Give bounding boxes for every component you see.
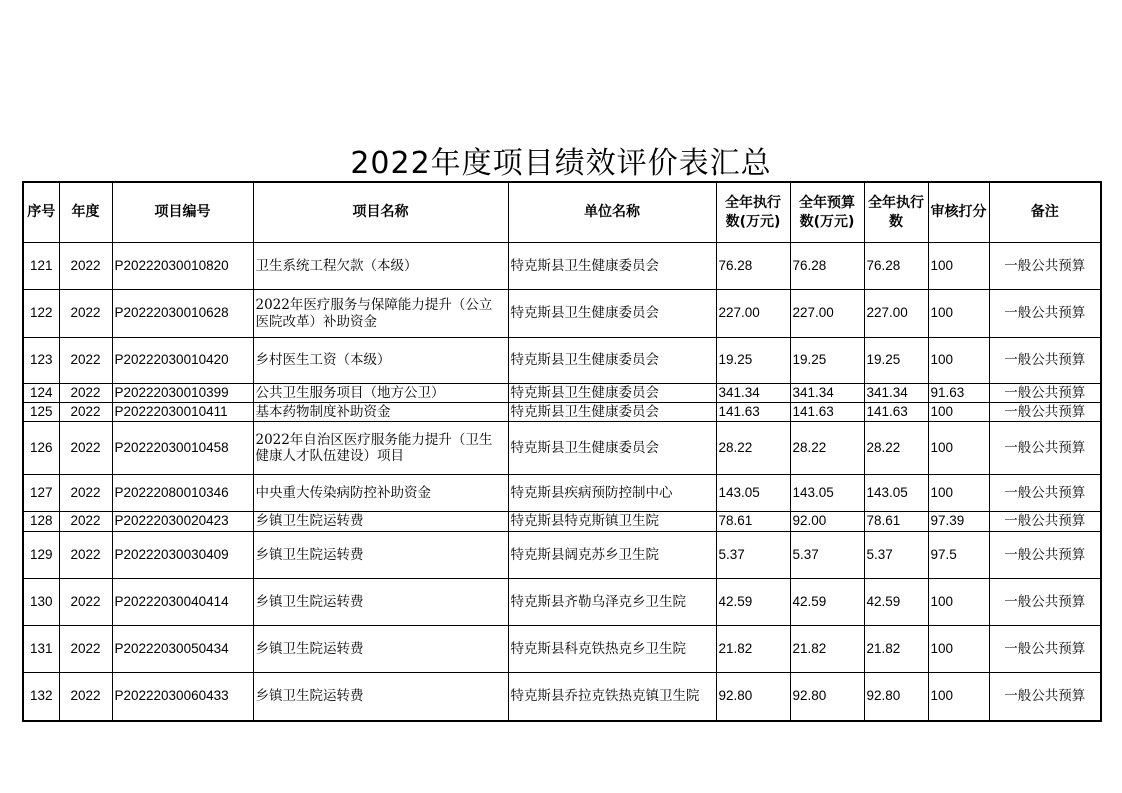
cell-unit-name: 特克斯县乔拉克铁热克镇卫生院 bbox=[508, 673, 716, 721]
cell-year: 2022 bbox=[59, 626, 112, 673]
cell-budget: 92.80 bbox=[790, 673, 864, 721]
cell-code: P20222030010411 bbox=[112, 403, 253, 422]
cell-score: 100 bbox=[928, 290, 989, 338]
cell-exec: 76.28 bbox=[716, 243, 790, 290]
cell-year: 2022 bbox=[59, 673, 112, 721]
cell-code: P20222030020423 bbox=[112, 512, 253, 532]
cell-code: P20222030010628 bbox=[112, 290, 253, 338]
cell-budget: 141.63 bbox=[790, 403, 864, 422]
cell-note: 一般公共预算 bbox=[989, 384, 1101, 403]
cell-code: P20222030030409 bbox=[112, 532, 253, 579]
cell-code: P20222030060433 bbox=[112, 673, 253, 721]
table-row bbox=[23, 673, 1101, 721]
cell-unit-name: 特克斯县特克斯镇卫生院 bbox=[508, 512, 716, 532]
cell-exec-rate: 92.80 bbox=[864, 673, 928, 721]
cell-seq: 124 bbox=[23, 384, 59, 403]
table-row bbox=[23, 243, 1101, 290]
cell-exec: 19.25 bbox=[716, 338, 790, 384]
cell-project-name: 乡镇卫生院运转费 bbox=[253, 532, 508, 579]
table-row bbox=[23, 403, 1101, 422]
cell-note: 一般公共预算 bbox=[989, 532, 1101, 579]
cell-unit-name: 特克斯县卫生健康委员会 bbox=[508, 422, 716, 475]
cell-year: 2022 bbox=[59, 422, 112, 475]
cell-exec-rate: 341.34 bbox=[864, 384, 928, 403]
cell-budget: 42.59 bbox=[790, 579, 864, 626]
cell-exec: 143.05 bbox=[716, 475, 790, 512]
cell-seq: 128 bbox=[23, 512, 59, 532]
table-row bbox=[23, 579, 1101, 626]
cell-note: 一般公共预算 bbox=[989, 475, 1101, 512]
table-row bbox=[23, 290, 1101, 338]
cell-score: 100 bbox=[928, 422, 989, 475]
cell-score: 97.5 bbox=[928, 532, 989, 579]
cell-year: 2022 bbox=[59, 475, 112, 512]
cell-project-name: 2022年医疗服务与保障能力提升（公立医院改革）补助资金 bbox=[253, 290, 508, 338]
cell-year: 2022 bbox=[59, 338, 112, 384]
cell-score: 100 bbox=[928, 579, 989, 626]
header-budget: 全年预算数(万元) bbox=[790, 182, 864, 243]
cell-budget: 5.37 bbox=[790, 532, 864, 579]
cell-code: P20222030040414 bbox=[112, 579, 253, 626]
cell-code: P20222030010820 bbox=[112, 243, 253, 290]
cell-budget: 28.22 bbox=[790, 422, 864, 475]
cell-exec: 28.22 bbox=[716, 422, 790, 475]
cell-score: 100 bbox=[928, 243, 989, 290]
cell-unit-name: 特克斯县疾病预防控制中心 bbox=[508, 475, 716, 512]
cell-note: 一般公共预算 bbox=[989, 512, 1101, 532]
cell-note: 一般公共预算 bbox=[989, 422, 1101, 475]
cell-note: 一般公共预算 bbox=[989, 290, 1101, 338]
cell-year: 2022 bbox=[59, 532, 112, 579]
header-exec-rate: 全年执行数 bbox=[864, 182, 928, 243]
cell-seq: 125 bbox=[23, 403, 59, 422]
table-body bbox=[23, 243, 1101, 721]
header-exec: 全年执行数(万元) bbox=[716, 182, 790, 243]
cell-budget: 92.00 bbox=[790, 512, 864, 532]
cell-budget: 227.00 bbox=[790, 290, 864, 338]
cell-note: 一般公共预算 bbox=[989, 243, 1101, 290]
header-unit: 单位名称 bbox=[508, 182, 716, 243]
cell-exec-rate: 19.25 bbox=[864, 338, 928, 384]
cell-score: 100 bbox=[928, 626, 989, 673]
cell-exec: 92.80 bbox=[716, 673, 790, 721]
cell-seq: 122 bbox=[23, 290, 59, 338]
cell-project-name: 中央重大传染病防控补助资金 bbox=[253, 475, 508, 512]
cell-note: 一般公共预算 bbox=[989, 673, 1101, 721]
cell-exec-rate: 21.82 bbox=[864, 626, 928, 673]
header-code: 项目编号 bbox=[112, 182, 253, 243]
cell-exec: 227.00 bbox=[716, 290, 790, 338]
cell-note: 一般公共预算 bbox=[989, 403, 1101, 422]
cell-year: 2022 bbox=[59, 384, 112, 403]
cell-exec-rate: 143.05 bbox=[864, 475, 928, 512]
cell-seq: 131 bbox=[23, 626, 59, 673]
cell-score: 100 bbox=[928, 673, 989, 721]
cell-seq: 126 bbox=[23, 422, 59, 475]
table-row bbox=[23, 512, 1101, 532]
cell-code: P20222030050434 bbox=[112, 626, 253, 673]
cell-exec-rate: 141.63 bbox=[864, 403, 928, 422]
page-title: 2022年度项目绩效评价表汇总 bbox=[350, 146, 772, 182]
cell-note: 一般公共预算 bbox=[989, 626, 1101, 673]
cell-exec-rate: 76.28 bbox=[864, 243, 928, 290]
cell-score: 100 bbox=[928, 403, 989, 422]
cell-project-name: 乡镇卫生院运转费 bbox=[253, 579, 508, 626]
header-row bbox=[23, 182, 1101, 243]
cell-budget: 143.05 bbox=[790, 475, 864, 512]
cell-project-name: 公共卫生服务项目（地方公卫） bbox=[253, 384, 508, 403]
header-note: 备注 bbox=[989, 182, 1101, 243]
header-year: 年度 bbox=[59, 182, 112, 243]
cell-project-name: 乡镇卫生院运转费 bbox=[253, 673, 508, 721]
cell-exec-rate: 42.59 bbox=[864, 579, 928, 626]
table-row bbox=[23, 384, 1101, 403]
header-seq: 序号 bbox=[23, 182, 59, 243]
table-row bbox=[23, 475, 1101, 512]
cell-code: P20222030010399 bbox=[112, 384, 253, 403]
table-row bbox=[23, 532, 1101, 579]
cell-code: P20222030010458 bbox=[112, 422, 253, 475]
cell-score: 91.63 bbox=[928, 384, 989, 403]
cell-note: 一般公共预算 bbox=[989, 338, 1101, 384]
cell-seq: 127 bbox=[23, 475, 59, 512]
cell-unit-name: 特克斯县科克铁热克乡卫生院 bbox=[508, 626, 716, 673]
cell-year: 2022 bbox=[59, 512, 112, 532]
cell-year: 2022 bbox=[59, 579, 112, 626]
performance-table bbox=[22, 181, 1102, 722]
cell-unit-name: 特克斯县齐勒乌泽克乡卫生院 bbox=[508, 579, 716, 626]
cell-exec: 78.61 bbox=[716, 512, 790, 532]
cell-score: 100 bbox=[928, 338, 989, 384]
cell-project-name: 乡镇卫生院运转费 bbox=[253, 512, 508, 532]
table-row bbox=[23, 422, 1101, 475]
cell-unit-name: 特克斯县阔克苏乡卫生院 bbox=[508, 532, 716, 579]
cell-budget: 76.28 bbox=[790, 243, 864, 290]
cell-budget: 21.82 bbox=[790, 626, 864, 673]
cell-exec: 141.63 bbox=[716, 403, 790, 422]
cell-note: 一般公共预算 bbox=[989, 579, 1101, 626]
cell-seq: 132 bbox=[23, 673, 59, 721]
table-row bbox=[23, 626, 1101, 673]
cell-project-name: 卫生系统工程欠款（本级） bbox=[253, 243, 508, 290]
cell-year: 2022 bbox=[59, 403, 112, 422]
cell-exec-rate: 227.00 bbox=[864, 290, 928, 338]
cell-exec-rate: 28.22 bbox=[864, 422, 928, 475]
cell-exec-rate: 5.37 bbox=[864, 532, 928, 579]
cell-exec-rate: 78.61 bbox=[864, 512, 928, 532]
cell-exec: 5.37 bbox=[716, 532, 790, 579]
cell-seq: 130 bbox=[23, 579, 59, 626]
cell-seq: 123 bbox=[23, 338, 59, 384]
cell-budget: 19.25 bbox=[790, 338, 864, 384]
cell-project-name: 乡村医生工资（本级） bbox=[253, 338, 508, 384]
cell-year: 2022 bbox=[59, 243, 112, 290]
cell-year: 2022 bbox=[59, 290, 112, 338]
cell-score: 97.39 bbox=[928, 512, 989, 532]
cell-score: 100 bbox=[928, 475, 989, 512]
cell-unit-name: 特克斯县卫生健康委员会 bbox=[508, 290, 716, 338]
cell-project-name: 基本药物制度补助资金 bbox=[253, 403, 508, 422]
cell-exec: 42.59 bbox=[716, 579, 790, 626]
cell-unit-name: 特克斯县卫生健康委员会 bbox=[508, 384, 716, 403]
header-score: 审核打分 bbox=[928, 182, 989, 243]
cell-seq: 129 bbox=[23, 532, 59, 579]
table-row bbox=[23, 338, 1101, 384]
cell-unit-name: 特克斯县卫生健康委员会 bbox=[508, 338, 716, 384]
cell-code: P20222080010346 bbox=[112, 475, 253, 512]
cell-budget: 341.34 bbox=[790, 384, 864, 403]
cell-exec: 21.82 bbox=[716, 626, 790, 673]
cell-unit-name: 特克斯县卫生健康委员会 bbox=[508, 403, 716, 422]
cell-exec: 341.34 bbox=[716, 384, 790, 403]
cell-unit-name: 特克斯县卫生健康委员会 bbox=[508, 243, 716, 290]
cell-code: P20222030010420 bbox=[112, 338, 253, 384]
cell-project-name: 乡镇卫生院运转费 bbox=[253, 626, 508, 673]
cell-seq: 121 bbox=[23, 243, 59, 290]
header-name: 项目名称 bbox=[253, 182, 508, 243]
cell-project-name: 2022年自治区医疗服务能力提升（卫生健康人才队伍建设）项目 bbox=[253, 422, 508, 475]
